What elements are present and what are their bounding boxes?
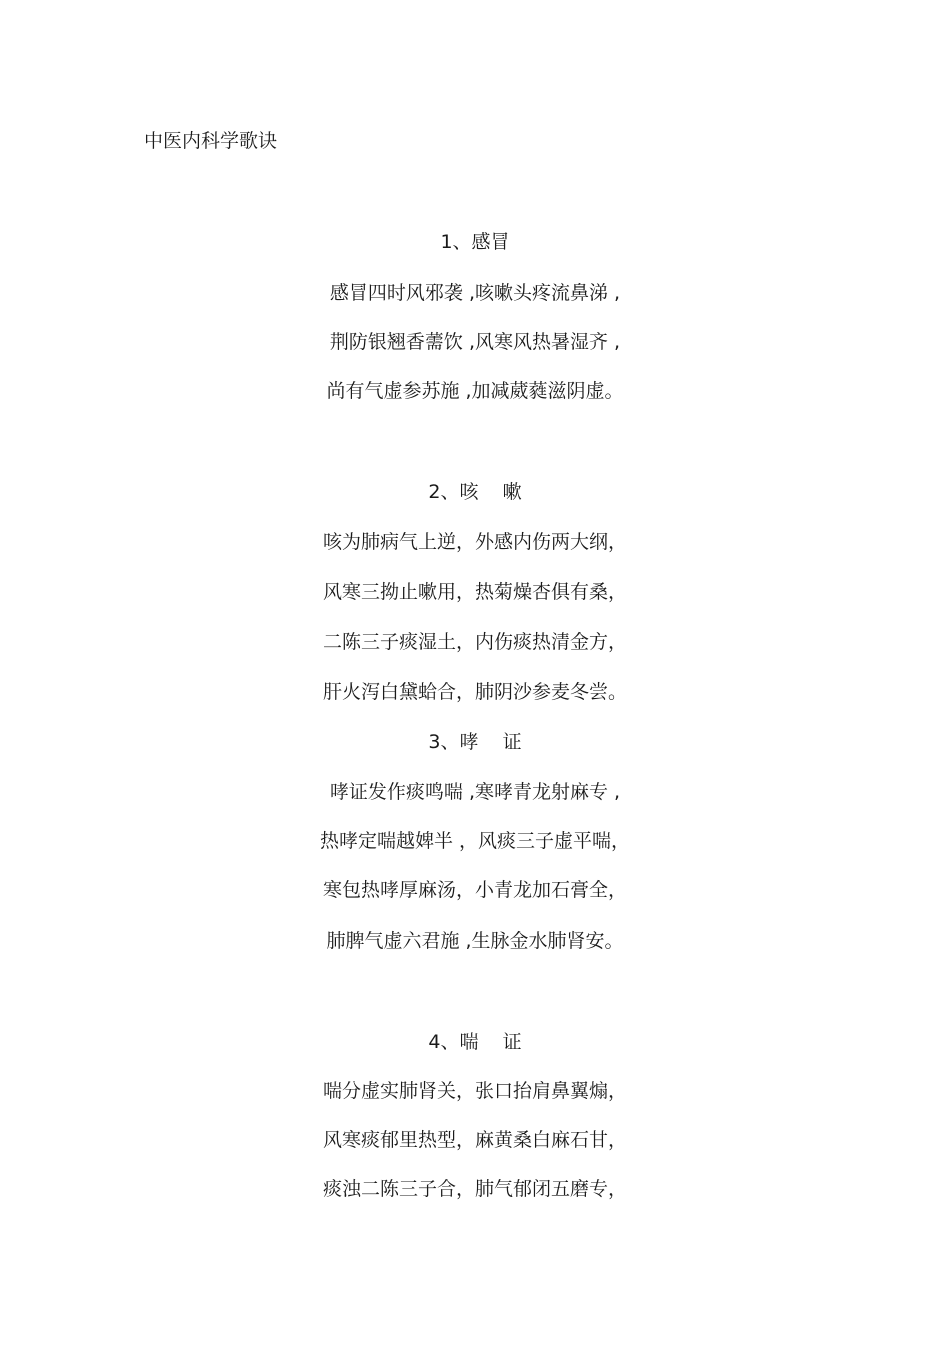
verse-line: 肝火泻白黛蛤合，肺阴沙参麦冬尝。: [322, 681, 627, 703]
section-heading: 3、哮 证: [428, 731, 522, 753]
verse-line: 感冒四时风邪袭 ,咳嗽头疼流鼻涕 ,: [329, 282, 621, 304]
verse-line: 二陈三子痰湿土，内伤痰热清金方，: [322, 631, 627, 653]
verse-line: 咳为肺病气上逆，外感内伤两大纲，: [322, 531, 627, 553]
verse-line: 热哮定喘越婢半 ，风痰三子虚平喘，: [319, 830, 631, 852]
verse-line: 风寒三拗止嗽用，热菊燥杏俱有桑，: [322, 581, 627, 603]
verse-line: 风寒痰郁里热型，麻黄桑白麻石甘，: [322, 1129, 627, 1151]
verse-line: 喘分虚实肺肾关，张口抬肩鼻翼煽，: [322, 1080, 627, 1102]
section-heading: 1、感冒: [440, 231, 510, 253]
verse-line: 痰浊二陈三子合，肺气郁闭五磨专，: [322, 1178, 627, 1200]
document-title: 中医内科学歌诀: [144, 130, 278, 152]
verse-line: 肺脾气虚六君施 ,生脉金水肺肾安。: [326, 930, 624, 952]
verse-line: 荆防银翘香薷饮 ,风寒风热暑湿齐 ,: [329, 331, 621, 353]
verse-line: 哮证发作痰鸣喘 ,寒哮青龙射麻专 ,: [329, 781, 621, 803]
section-heading: 4、喘 证: [428, 1031, 522, 1053]
verse-line: 尚有气虚参苏施 ,加减葳蕤滋阴虚。: [326, 380, 624, 402]
section-heading: 2、咳 嗽: [428, 481, 522, 503]
verse-line: 寒包热哮厚麻汤，小青龙加石膏全，: [322, 879, 627, 901]
